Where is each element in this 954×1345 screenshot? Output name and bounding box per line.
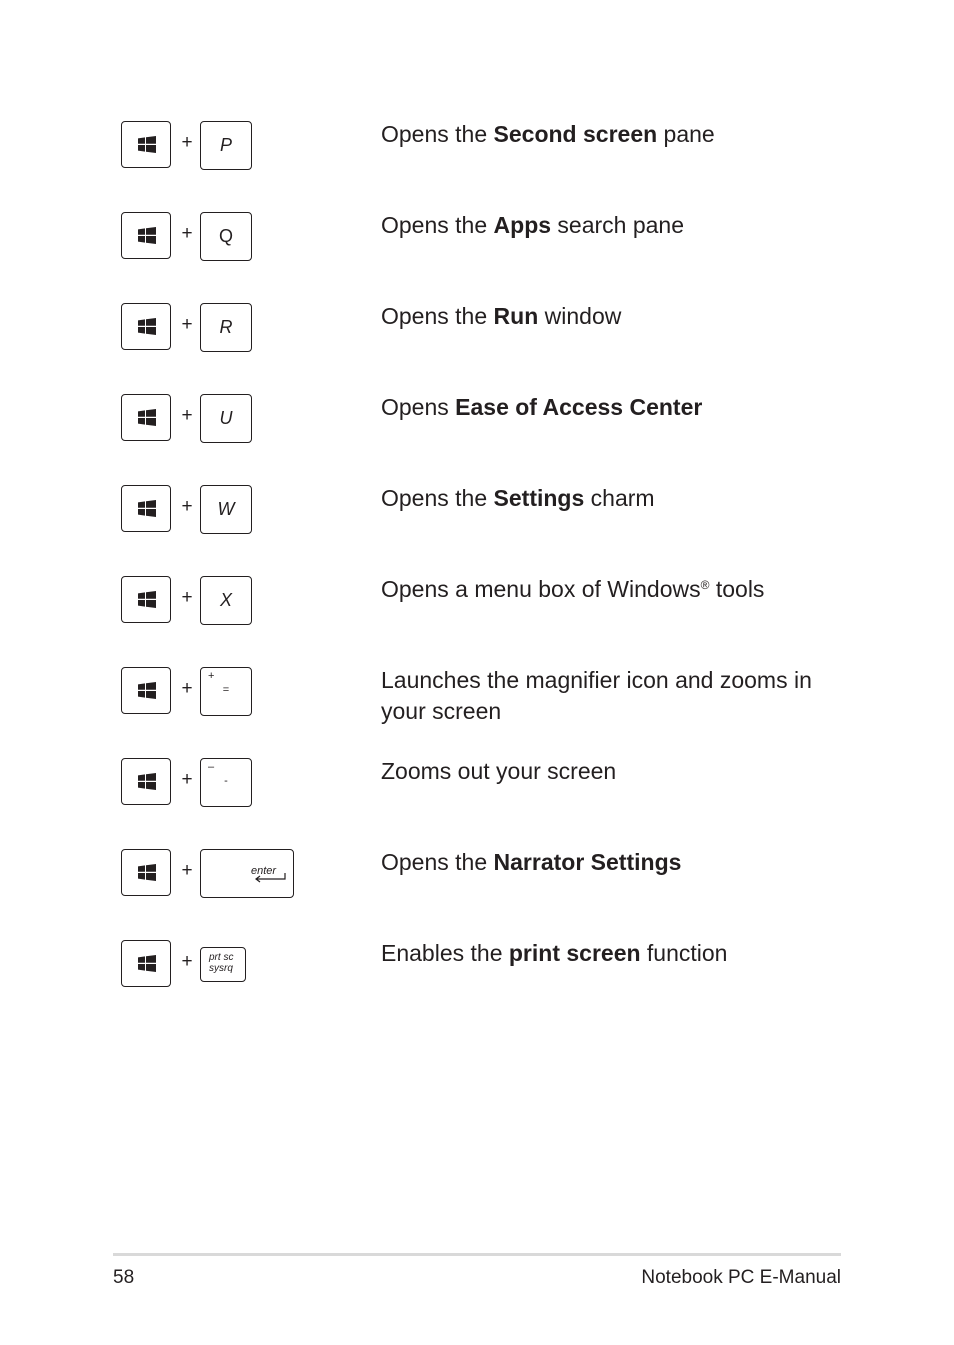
windows-key: [121, 303, 171, 350]
key-top-label: +: [208, 670, 215, 682]
letter-key-x: [200, 576, 252, 625]
windows-logo-icon: [138, 955, 156, 972]
manual-title: Notebook PC E-Manual: [641, 1267, 841, 1288]
plus-sign: +: [181, 223, 193, 244]
enter-arrow-icon: [253, 872, 287, 884]
shortcut-description: Opens the Run window: [381, 303, 622, 329]
windows-logo-icon: [138, 409, 156, 426]
letter-key-r: [200, 303, 252, 352]
key-label: U: [219, 408, 233, 428]
shortcut-row-u: [0, 394, 954, 474]
shortcut-row-w: [0, 485, 954, 565]
plus-sign: +: [181, 314, 193, 335]
shortcut-row-plus: [0, 667, 954, 747]
windows-logo-icon: [138, 682, 156, 699]
enter-key: [200, 849, 294, 898]
page-number: 58: [113, 1267, 135, 1288]
windows-key: [121, 485, 171, 532]
key-label-line2: sysrq: [209, 963, 233, 974]
key-main-label: =: [222, 684, 230, 696]
shortcut-description: Opens the Settings charm: [381, 485, 655, 511]
plus-equals-key: [200, 667, 252, 716]
plus-sign: +: [181, 678, 193, 699]
key-label: R: [219, 317, 233, 337]
shortcut-row-minus: [0, 758, 954, 838]
windows-logo-icon: [138, 318, 156, 335]
key-label: X: [219, 590, 232, 610]
shortcut-description: Opens Ease of Access Center: [381, 394, 703, 420]
shortcut-row-q: [0, 212, 954, 292]
windows-logo-icon: [138, 136, 156, 153]
windows-logo-icon: [138, 591, 156, 608]
windows-logo-icon: [138, 227, 156, 244]
key-label: W: [217, 499, 235, 519]
windows-key: [121, 576, 171, 623]
shortcut-description: Zooms out your screen: [381, 758, 617, 784]
key-top-label: –: [208, 761, 215, 773]
shortcut-description: Enables the print screen function: [381, 940, 728, 966]
letter-key-p: [200, 121, 252, 170]
windows-key: [121, 121, 171, 168]
footer-divider: [113, 1253, 841, 1256]
letter-key-w: [200, 485, 252, 534]
windows-key: [121, 394, 171, 441]
windows-key: [121, 940, 171, 987]
letter-key-u: [200, 394, 252, 443]
windows-key: [121, 212, 171, 259]
key-label: P: [219, 135, 232, 155]
minus-key: [200, 758, 252, 807]
plus-sign: +: [181, 769, 193, 790]
shortcut-description: Opens the Apps search pane: [381, 212, 685, 238]
windows-logo-icon: [138, 500, 156, 517]
windows-logo-icon: [138, 864, 156, 881]
shortcut-row-r: [0, 303, 954, 383]
shortcut-row-p: [0, 121, 954, 201]
shortcut-description: Launches the magnifier icon and zooms in your screen: [381, 667, 812, 724]
windows-logo-icon: [138, 773, 156, 790]
plus-sign: +: [181, 132, 193, 153]
plus-sign: +: [181, 860, 193, 881]
key-label-line1: prt sc: [209, 952, 234, 963]
shortcut-row-enter: [0, 849, 954, 929]
windows-key: [121, 849, 171, 896]
plus-sign: +: [181, 951, 193, 972]
plus-sign: +: [181, 587, 193, 608]
shortcut-description: Opens a menu box of Windows® tools: [381, 576, 765, 602]
plus-sign: +: [181, 405, 193, 426]
print-screen-key: [200, 947, 246, 982]
letter-key-q: [200, 212, 252, 261]
shortcut-description: Opens the Narrator Settings: [381, 849, 682, 875]
shortcut-row-prtsc: [0, 940, 954, 1020]
windows-key: [121, 667, 171, 714]
plus-sign: +: [181, 496, 193, 517]
key-label: enter: [251, 865, 277, 877]
shortcut-description: Opens the Second screen pane: [381, 121, 715, 147]
windows-key: [121, 758, 171, 805]
key-label: Q: [218, 226, 233, 246]
key-main-label: -: [224, 775, 228, 787]
shortcut-row-x: [0, 576, 954, 656]
